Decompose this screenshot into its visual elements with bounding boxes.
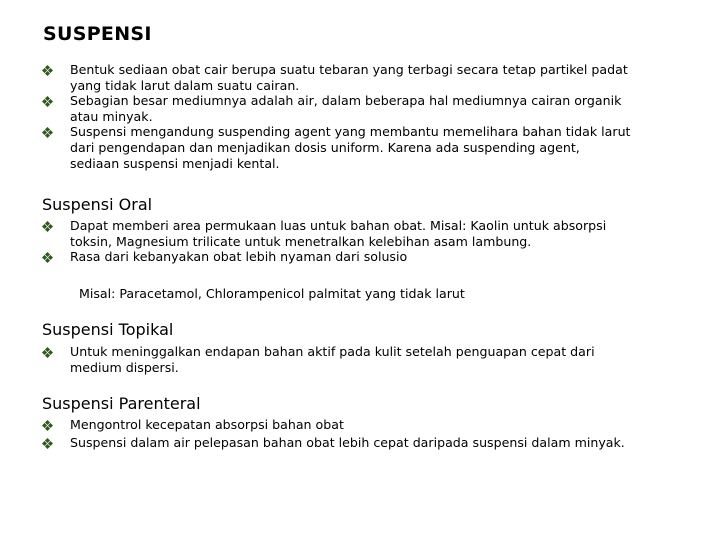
bullet-text: Suspensi mengandung suspending agent yang membantu memelihara bahan tidak larut dari pengendapan dan menjadikan dosis uniform. Karena ada suspending agent, sediaan suspensi menjadi kental.	[70, 124, 631, 171]
diamond-bullet-icon	[42, 96, 53, 107]
oral-example-note: Misal: Paracetamol, Chlorampenicol palmitat yang tidak larut	[79, 286, 465, 301]
diamond-bullet-icon	[42, 221, 53, 232]
diamond-bullet-icon	[42, 347, 53, 358]
bullet-text: Bentuk sediaan obat cair berupa suatu tebaran yang terbagi secara tetap partikel padat yang tidak larut dalam suatu cairan.	[70, 62, 628, 93]
list-item	[42, 435, 642, 451]
bullet-text: Sebagian besar mediumnya adalah air, dalam beberapa hal mediumnya cairan organik atau minyak.	[70, 93, 622, 124]
intro-bullet-list	[42, 62, 632, 171]
section-heading-oral: Suspensi Oral	[42, 195, 153, 214]
bullet-text: Rasa dari kebanyakan obat lebih nyaman dari solusio	[70, 249, 408, 265]
diamond-bullet-icon	[42, 420, 53, 431]
oral-bullet-list	[42, 218, 622, 265]
list-item	[42, 62, 632, 93]
list-item	[42, 344, 632, 375]
diamond-bullet-icon	[42, 252, 53, 263]
list-item	[42, 218, 622, 249]
parenteral-bullet-list	[42, 417, 642, 450]
topikal-bullet-list	[42, 344, 632, 375]
list-item	[42, 124, 632, 171]
diamond-bullet-icon	[42, 65, 53, 76]
section-heading-topikal: Suspensi Topikal	[42, 320, 174, 339]
diamond-bullet-icon	[42, 438, 53, 449]
section-heading-parenteral: Suspensi Parenteral	[42, 394, 201, 413]
bullet-text: Dapat memberi area permukaan luas untuk bahan obat. Misal: Kaolin untuk absorpsi toksin, Magnesium trilicate untuk menetralkan kelebihan asam lambung.	[70, 218, 607, 249]
bullet-text: Mengontrol kecepatan absorpsi bahan obat	[70, 417, 344, 432]
list-item	[42, 249, 622, 265]
bullet-text: Suspensi dalam air pelepasan bahan obat lebih cepat daripada suspensi dalam minyak.	[70, 434, 625, 450]
list-item	[42, 417, 642, 433]
page-title: SUSPENSI	[43, 23, 152, 45]
list-item	[42, 93, 632, 124]
diamond-bullet-icon	[42, 127, 53, 138]
bullet-text: Untuk meninggalkan endapan bahan aktif pada kulit setelah penguapan cepat dari medium dispersi.	[70, 344, 595, 375]
